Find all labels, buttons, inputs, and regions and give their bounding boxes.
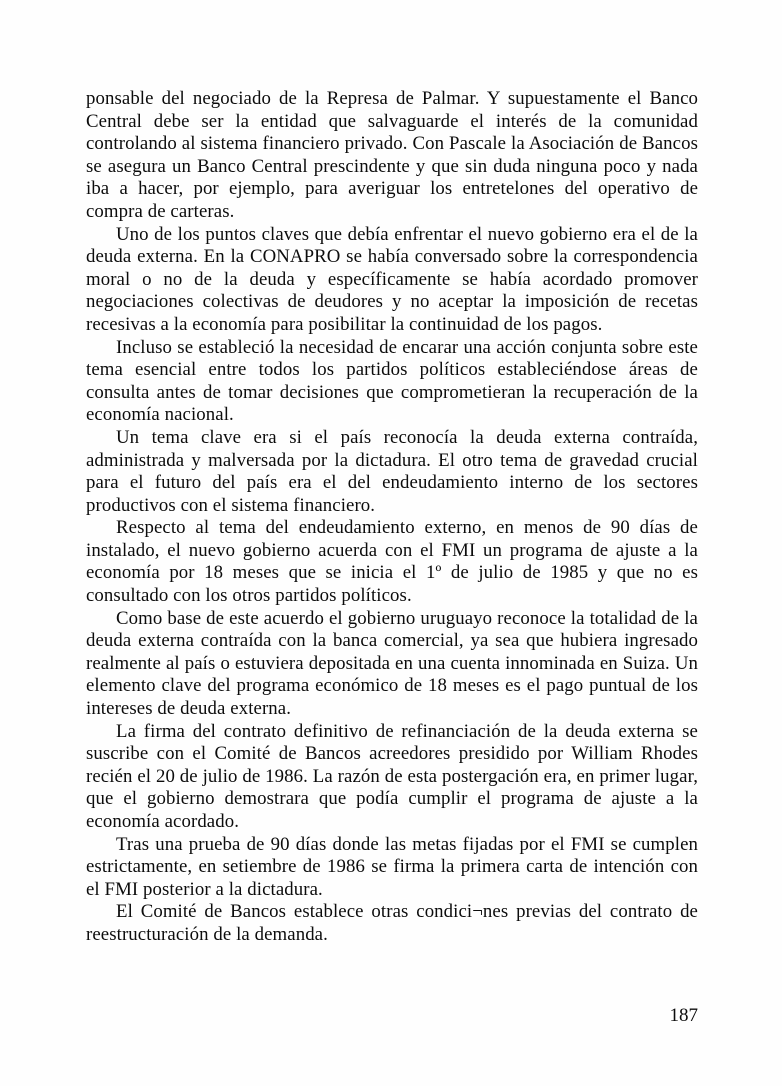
paragraph-1: ponsable del negociado de la Represa de Palmar. Y supuestamente el Banco Central debe ser la entidad que salvaguarde el interés de la comunidad controlando al sistema financiero privado. Con Pascale la Asociación de Bancos se asegura un Banco Central prescindente y que sin duda ninguna poco y nada iba a hacer, por ejemplo, para averiguar los entretelones del operativo de compra de carteras. xyxy=(86,88,698,222)
text-block xyxy=(86,88,698,947)
paragraph-6: Como base de este acuerdo el gobierno uruguayo reconoce la totalidad de la deuda externa contraída con la banca comercial, ya sea que hubiera ingresado realmente al país o estuviera depositada en una cuenta innominada en Suiza. Un elemento clave del programa económico de 18 meses es el pago puntual de los intereses de deuda externa. xyxy=(86,607,698,720)
paragraph-2: Uno de los puntos claves que debía enfrentar el nuevo gobierno era el de la deuda externa. En la CONAPRO se había conversado sobre la correspondencia moral o no de la deuda y específicamente se había acordado promover negociaciones colectivas de deudores y no aceptar la imposición de recetas recesivas a la economía para posibilitar la continuidad de los pagos. xyxy=(86,223,698,335)
paragraph-3: Incluso se estableció la necesidad de encarar una acción conjunta sobre este tema esencial entre todos los partidos políticos estableciéndose áreas de consulta antes de tomar decisiones que comprometieran la recuperación de la economía nacional. xyxy=(86,336,698,426)
paragraph-5: Respecto al tema del endeudamiento externo, en menos de 90 días de instalado, el nuevo gobierno acuerda con el FMI un programa de ajuste a la economía por 18 meses que se inicia el 1º de julio de 1985 y que no es consultado con los otros partidos políticos. xyxy=(86,517,698,607)
paragraph-4: Un tema clave era si el país reconocía la deuda externa contraída, administrada y malversada por la dictadura. El otro tema de gravedad crucial para el futuro del país era el del endeudamiento interno de los sectores productivos con el sistema financiero. xyxy=(86,426,698,516)
paragraph-9: El Comité de Bancos establece otras condici¬nes previas del contrato de reestructuración de la demanda. xyxy=(86,901,698,945)
paragraph-8: Tras una prueba de 90 días donde las metas fijadas por el FMI se cumplen estrictamente, en setiembre de 1986 se firma la primera carta de intención con el FMI posterior a la dictadura. xyxy=(86,833,698,900)
paragraph-7: La firma del contrato definitivo de refinanciación de la deuda externa se suscribe con el Comité de Bancos acreedores presidido por William Rhodes recién el 20 de julio de 1986. La razón de esta postergación era, en primer lugar, que el gobierno demostrara que podía cumplir el programa de ajuste a la economía acordado. xyxy=(86,720,698,832)
page-number: 187 xyxy=(669,1005,698,1026)
